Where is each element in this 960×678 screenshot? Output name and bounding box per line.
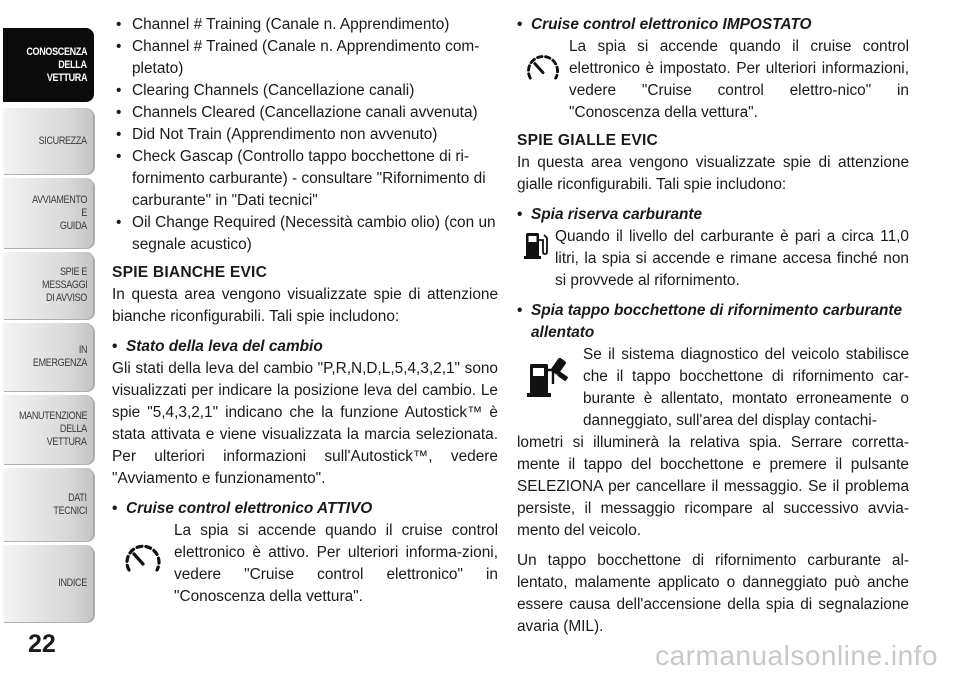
intro-white: In questa area vengono visualizzate spie di attenzione bianche riconfigurabili. Tali spie includono: (112, 286, 498, 325)
sidebar-tab-label: DELLA (58, 58, 87, 71)
sidebar-tab-indice[interactable] (3, 545, 94, 622)
speedometer-icon (523, 50, 563, 88)
gascap-text-full: lometri si illuminerà la relativa spia. Serrare corretta-mente il tappo del bocchettone e premere il pulsante SELEZIONA per cancellare il messaggio. Se il problema persiste, il messaggio ricompare al successivo avvia-mento del veicolo. (517, 434, 909, 539)
sidebar-tab-label: DELLA (60, 423, 87, 435)
gascap-para-2: Un tappo bocchettone di rifornimento carburante al-lentato, malamente applicato o danneggiato può anche essere causa dell'accensione della spia di segnalazione avaria (MIL). (517, 552, 909, 635)
list-item: • Channels Cleared (Cancellazione canali avvenuta) (112, 102, 498, 124)
sidebar-tab-label: SICUREZZA (38, 134, 87, 147)
sidebar-tab-label: CONOSCENZA (26, 45, 87, 58)
sidebar-tab-label: AVVIAMENTO (31, 193, 87, 206)
sidebar-tab-label: INDICE (58, 577, 87, 589)
sidebar-tab-label: EMERGENZA (32, 357, 87, 369)
sidebar-tab-label: VETTURA (46, 71, 87, 84)
cruise-active-text: La spia si accende quando il cruise control elettronico è attivo. Per ulteriori informa-zioni, vedere "Cruise control elettronico" in "Conoscenza della vettura". (174, 522, 498, 605)
cruise-set-title: • Cruise control elettronico IMPOSTATO (517, 14, 909, 36)
fuel-pump-icon (524, 230, 548, 260)
list-item: • Check Gascap (Controllo tappo bocchettone di ri-fornimento carburante) - consultare "Rifornimento di carburante" in "Dati tecnici" (112, 146, 498, 212)
list-item: • Did Not Train (Apprendimento non avvenuto) (112, 124, 498, 146)
list-item: • Clearing Channels (Cancellazione canali) (112, 80, 498, 102)
gear-status-title: • Stato della leva del cambio (112, 336, 498, 358)
sidebar-tab-manutenzione-della-vettura[interactable] (3, 395, 94, 464)
message-list (112, 14, 498, 256)
sidebar-tab-avviamento-e-guida[interactable] (3, 178, 94, 248)
sidebar-tab-dati-tecnici[interactable] (3, 468, 94, 541)
cruise-active-title: • Cruise control elettronico ATTIVO (112, 498, 498, 520)
sidebar-tab-spie-e-messaggi-di-avviso[interactable] (3, 252, 94, 319)
sidebar-tab-label: IN (78, 344, 87, 356)
sidebar-tab-conoscenza-della-vettura[interactable] (3, 28, 94, 102)
cruise-set-text: La spia si accende quando il cruise control elettronico è impostato. Per ulteriori informazioni, vedere "Cruise control elettro-nico" in "Conoscenza della vettura". (569, 38, 909, 121)
fuel-cap-icon (527, 354, 573, 400)
watermark: carmanualsonline.info (655, 640, 938, 671)
sidebar-tab-label: DI AVVISO (46, 292, 87, 304)
sidebar-tab-label: GUIDA (60, 219, 87, 232)
list-item: • Channel # Training (Canale n. Apprendimento) (112, 14, 498, 36)
sidebar-tab-label: SPIE E (59, 266, 87, 278)
sidebar-tab-label: MANUTENZIONE (18, 410, 87, 422)
sidebar-tab-in-emergenza[interactable] (3, 323, 94, 391)
intro-yellow: In questa area vengono visualizzate spie di attenzione gialle riconfigurabili. Tali spie includono: (517, 154, 909, 193)
gascap-title: • Spia tappo bocchettone di rifornimento carburante allentato (517, 300, 909, 344)
right-column (517, 14, 909, 638)
sidebar-tab-label: MESSAGGI (41, 279, 87, 291)
speedometer-icon (121, 540, 165, 580)
section-heading-yellow: SPIE GIALLE EVIC (517, 132, 658, 149)
fuel-reserve-text: Quando il livello del carburante è pari a circa 11,0 litri, la spia si accende e rimane accesa finché non si provvede al rifornimento. (555, 228, 909, 289)
sidebar-tab-label: TECNICI (53, 504, 87, 517)
gear-status-text: Gli stati della leva del cambio "P,R,N,D,L,5,4,3,2,1" sono visualizzati per indicare la posizione leva del cambio. Le spie "5,4,3,2,1" indicano che la funzione Autostick™ è stata attivata e viene visualizzata la marcia selezionata. Per ulteriori informazioni sull'Autostick™, vedere "Avviamento e funzionamento". (112, 360, 498, 487)
sidebar-tab-sicurezza[interactable] (3, 108, 94, 174)
list-item: • Oil Change Required (Necessità cambio olio) (con un segnale acustico) (112, 212, 498, 256)
sidebar-tab-label: DATI (68, 491, 87, 504)
fuel-reserve-title: • Spia riserva carburante (517, 204, 909, 226)
gascap-text-side: Se il sistema diagnostico del veicolo stabilisce che il tappo bocchettone di rifornimento car-burante è allentato, montato erroneamente o danneggiato, sull'area del display contachi- (583, 346, 909, 429)
left-column (112, 14, 498, 608)
sidebar-tab-label: VETTURA (47, 436, 87, 448)
sidebar-tab-label: E (81, 206, 87, 219)
page-number: 22 (28, 630, 56, 658)
list-item: • Channel # Trained (Canale n. Apprendimento com-pletato) (112, 36, 498, 80)
section-heading-white: SPIE BIANCHE EVIC (112, 264, 268, 281)
